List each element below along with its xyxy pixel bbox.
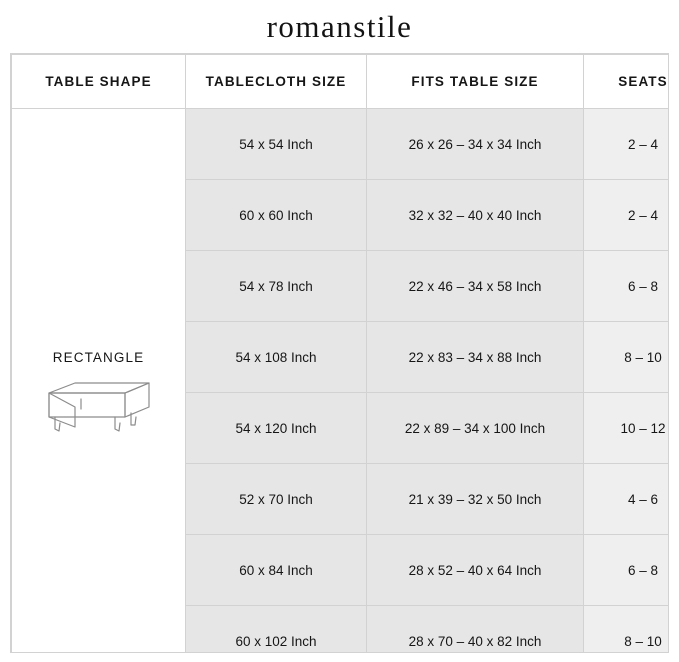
tablecloth-size-cell: 54 x 108 Inch [186, 322, 367, 393]
seats-cell: 2 – 4 [584, 180, 670, 251]
seats-cell: 6 – 8 [584, 251, 670, 322]
seats-cell: 8 – 10 [584, 322, 670, 393]
tablecloth-size-cell: 54 x 78 Inch [186, 251, 367, 322]
size-chart-table [11, 54, 669, 653]
table-header-row [12, 55, 670, 109]
fits-table-size-cell: 22 x 89 – 34 x 100 Inch [367, 393, 584, 464]
fits-table-size-cell: 32 x 32 – 40 x 40 Inch [367, 180, 584, 251]
table-header [12, 55, 670, 109]
column-header-tablecloth-size: TABLECLOTH SIZE [186, 55, 367, 109]
fits-table-size-cell: 22 x 83 – 34 x 88 Inch [367, 322, 584, 393]
column-header-seats: SEATS [584, 55, 670, 109]
seats-cell: 4 – 6 [584, 464, 670, 535]
column-header-table-shape: TABLE SHAPE [12, 55, 186, 109]
table-body [12, 109, 670, 654]
fits-table-size-cell: 22 x 46 – 34 x 58 Inch [367, 251, 584, 322]
shape-label: RECTANGLE [52, 350, 145, 365]
table-shape-cell [12, 109, 186, 654]
column-header-fits-table-size: FITS TABLE SIZE [367, 55, 584, 109]
tablecloth-size-cell: 54 x 54 Inch [186, 109, 367, 180]
table-row [12, 109, 670, 180]
tablecloth-size-cell: 54 x 120 Inch [186, 393, 367, 464]
fits-table-size-cell: 28 x 52 – 40 x 64 Inch [367, 535, 584, 606]
fits-table-size-cell: 28 x 70 – 40 x 82 Inch [367, 606, 584, 654]
tablecloth-size-cell: 60 x 102 Inch [186, 606, 367, 654]
rectangle-table-icon [45, 379, 153, 435]
tablecloth-size-cell: 52 x 70 Inch [186, 464, 367, 535]
brand-title: romanstile [266, 9, 413, 44]
seats-cell: 6 – 8 [584, 535, 670, 606]
fits-table-size-cell: 26 x 26 – 34 x 34 Inch [367, 109, 584, 180]
size-chart-table-container [10, 53, 669, 653]
tablecloth-size-cell: 60 x 60 Inch [186, 180, 367, 251]
seats-cell: 2 – 4 [584, 109, 670, 180]
seats-cell: 8 – 10 [584, 606, 670, 654]
fits-table-size-cell: 21 x 39 – 32 x 50 Inch [367, 464, 584, 535]
seats-cell: 10 – 12 [584, 393, 670, 464]
tablecloth-size-cell: 60 x 84 Inch [186, 535, 367, 606]
